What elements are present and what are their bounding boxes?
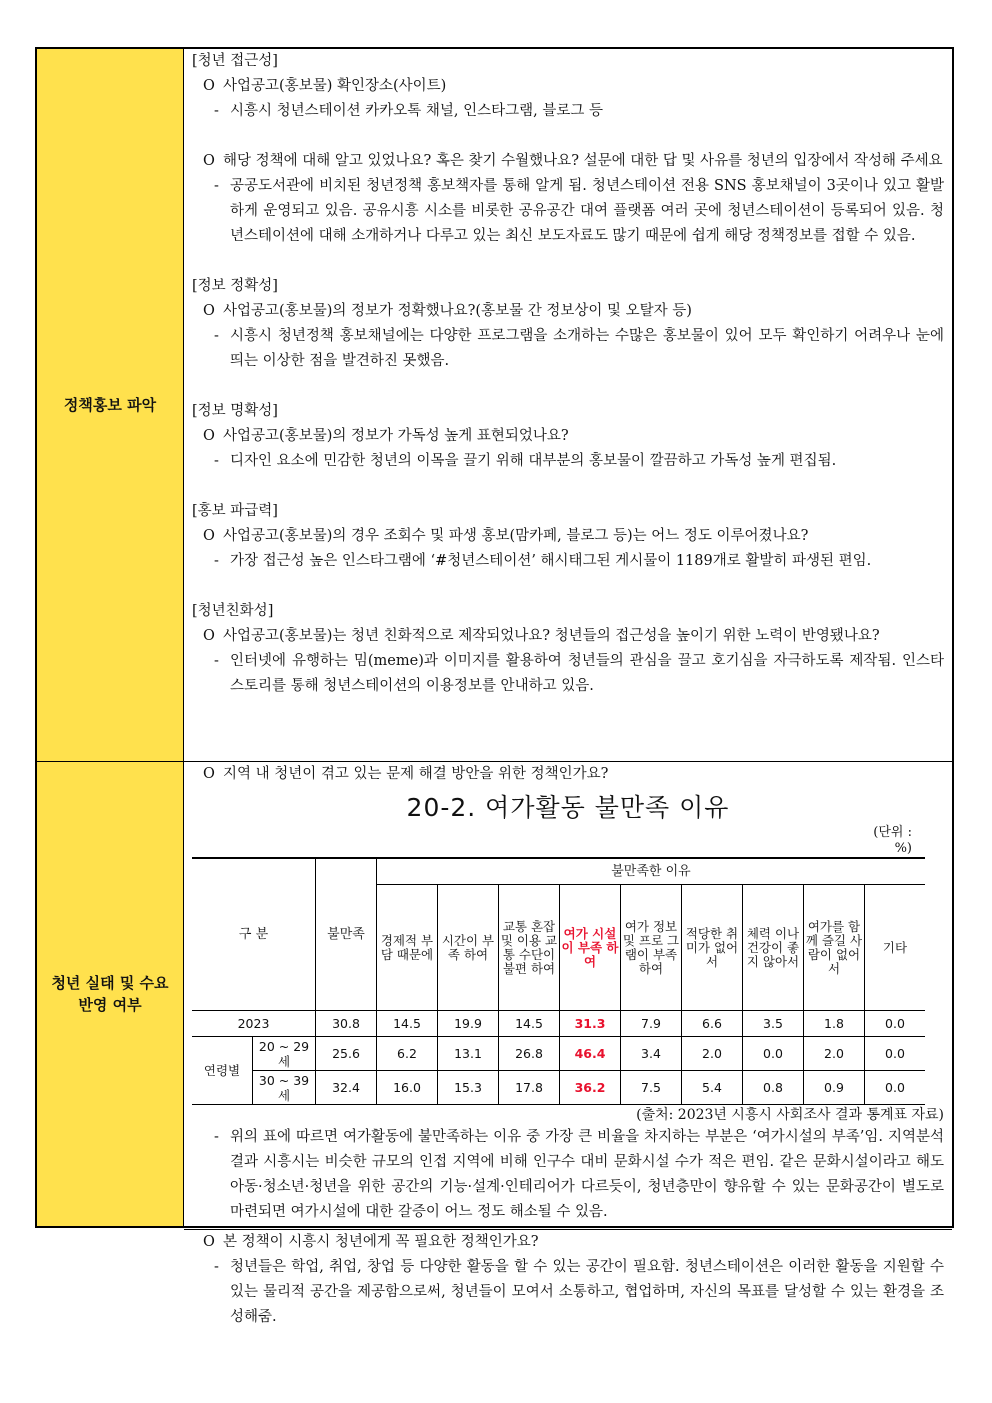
question: O 사업공고(홍보물)의 정보가 정확했나요?(홍보물 간 정보상이 및 오탈자 등) [192, 299, 944, 324]
dash-bullet-icon: - [214, 453, 219, 469]
dash-bullet-icon: - [214, 653, 219, 669]
necessity-block [184, 1230, 952, 1334]
section-info-clarity [192, 399, 944, 474]
section-heading: [청년친화성] [192, 603, 274, 619]
leisure-dissatisfaction-table [192, 857, 925, 1105]
dash-bullet-icon: - [214, 103, 219, 119]
question: O 사업공고(홍보물)의 경우 조회수 및 파생 홍보(맘카페, 블로그 등)는 어느 정도 이루어졌나요? [192, 524, 944, 549]
col-header: 여가 정보 및 프로 그램이 부족 하여 [621, 885, 682, 1011]
section-heading: [정보 명확성] [192, 403, 278, 419]
question: O 사업공고(홍보물)는 청년 친화적으로 제작되었나요? 청년들의 접근성을 높이기 위한 노력이 반영됐나요? [192, 624, 944, 649]
table-row-2023: 2023 30.8 14.5 19.9 14.5 31.3 7.9 6.6 3.5 1.8 0.0 [192, 1011, 925, 1037]
circle-bullet-icon: O [203, 766, 215, 782]
policy-promotion-content [184, 49, 952, 761]
dash-bullet-icon: - [214, 1259, 219, 1275]
col-header: 경제적 부담 때문에 [377, 885, 438, 1011]
question: O 사업공고(홍보물)의 정보가 가독성 높게 표현되었나요? [192, 424, 944, 449]
col-header: 적당한 취미가 없어서 [682, 885, 743, 1011]
section-promotion-reach [192, 499, 944, 574]
circle-bullet-icon: O [203, 153, 215, 169]
circle-bullet-icon: O [203, 628, 215, 644]
circle-bullet-icon: O [203, 428, 215, 444]
youth-status-content [184, 762, 952, 1325]
question: O 본 정책이 시흥시 청년에게 꼭 필요한 정책인가요? [192, 1230, 944, 1255]
col-header: 여가를 함께 즐길 사람이 없어서 [804, 885, 865, 1011]
unit-label: (단위 : %) [873, 825, 912, 856]
table-row-20s: 연령별 20 ~ 29세 25.6 6.2 13.1 26.8 46.4 3.4 2.0 0.0 2.0 0.0 [192, 1037, 925, 1071]
problem-solving-block [184, 762, 952, 1230]
answer: - 가장 접근성 높은 인스타그램에 ‘#청년스테이션’ 해시태그된 게시물이 1189개로 활발히 파생된 편임. [192, 549, 944, 574]
dash-bullet-icon: - [214, 178, 219, 194]
stat-table-title: 20-2. 여가활동 불만족 이유 [406, 793, 730, 822]
row-label-policy-promotion: 정책홍보 파악 [37, 49, 184, 761]
col-header: 기타 [865, 885, 926, 1011]
col-header: 교통 혼잡 및 이용 교통 수단이 불편 하여 [499, 885, 560, 1011]
row-label-youth-status: 청년 실태 및 수요 반영 여부 [37, 762, 184, 1226]
question: O 지역 내 청년이 겪고 있는 문제 해결 방안을 위한 정책인가요? [192, 762, 944, 787]
dash-bullet-icon: - [214, 553, 219, 569]
youth-status-row [37, 762, 952, 1325]
answer: - 시흥시 청년스테이션 카카오톡 채널, 인스타그램, 블로그 등 [192, 99, 944, 124]
dash-bullet-icon: - [214, 1129, 219, 1145]
answer: - 인터넷에 유행하는 밈(meme)과 이미지를 활용하여 청년들의 관심을 끌고 호기심을 자극하도록 제작됨. 인스타 스토리를 통해 청년스테이션의 이용정보를 안내하고 있음. [192, 649, 944, 699]
question: O 해당 정책에 대해 알고 있었나요? 혹은 찾기 수월했나요? 설문에 대한 답 및 사유를 청년의 입장에서 작성해 주세요 [192, 149, 944, 174]
section-heading: [홍보 파급력] [192, 503, 278, 519]
col-header: 시간이 부족 하여 [438, 885, 499, 1011]
dash-bullet-icon: - [214, 328, 219, 344]
circle-bullet-icon: O [203, 528, 215, 544]
answer: - 위의 표에 따르면 여가활동에 불만족하는 이유 중 가장 큰 비율을 차지하는 부분은 ‘여가시설의 부족’임. 지역분석 결과 시흥시는 비슷한 규모의 인접 지역에 비해 인구수 대비 문화시설 수가 적은 편임. 같은 문화시설이라고 해도 아동·청소년·청년을 위한 공간의 기능·설계·인테리어가 다르듯이, 청년층만이 향유할 수 있는 문화공간이 별도로 마련되면 여가시설에 대한 갈증이 어느 정도 해소될 수 있음. [192, 1125, 944, 1225]
col-header-highlight: 여가 시설이 부족 하여 [560, 885, 621, 1011]
circle-bullet-icon: O [203, 1234, 215, 1250]
answer: - 공공도서관에 비치된 청년정책 홍보책자를 통해 알게 됨. 청년스테이션 전용 SNS 홍보채널이 3곳이나 있고 활발하게 운영되고 있음. 공유시흥 시소를 비롯한 공유공간 대여 플랫폼 여러 곳에 청년스테이션이 등록되어 있음. 청년스테이션에 대해 소개하거나 다루고 있는 최신 보도자료도 많기 때문에 쉽게 해당 정책정보를 접할 수 있음. [192, 174, 944, 249]
circle-bullet-icon: O [203, 303, 215, 319]
source-note: (출처: 2023년 시흥시 사회조사 결과 통계표 자료) [636, 1107, 944, 1123]
answer: - 디자인 요소에 민감한 청년의 이목을 끌기 위해 대부분의 홍보물이 깔끔하고 가독성 높게 편집됨. [192, 449, 944, 474]
header-reasons: 불만족한 이유 [377, 858, 926, 885]
policy-promotion-row [37, 49, 952, 762]
answer: - 청년들은 학업, 취업, 창업 등 다양한 활동을 할 수 있는 공간이 필요함. 청년스테이션은 이러한 활동을 지원할 수 있는 물리적 공간을 제공함으로써, 청년들이 모여서 소통하고, 협업하며, 자신의 목표를 달성할 수 있는 환경을 조성해줌. [192, 1255, 944, 1330]
col-header: 체력 이나 건강이 좋지 않아서 [743, 885, 804, 1011]
table-row-30s: 30 ~ 39세 32.4 16.0 15.3 17.8 36.2 7.5 5.4 0.8 0.9 0.0 [192, 1071, 925, 1105]
section-youth-accessibility [192, 49, 944, 249]
section-heading: [정보 정확성] [192, 278, 278, 294]
circle-bullet-icon: O [203, 78, 215, 94]
section-info-accuracy [192, 274, 944, 374]
header-gubun: 구 분 [192, 858, 316, 1011]
header-dissatisfied: 불만족 [316, 858, 377, 1011]
evaluation-table [35, 47, 954, 1325]
section-youth-friendliness [192, 599, 944, 699]
group-label: 연령별 [192, 1037, 253, 1105]
question: O 사업공고(홍보물) 확인장소(사이트) [192, 74, 944, 99]
section-heading: [청년 접근성] [192, 53, 278, 69]
answer: - 시흥시 청년정책 홍보채널에는 다양한 프로그램을 소개하는 수많은 홍보물이 있어 모두 확인하기 어려우나 눈에 띄는 이상한 점을 발견하진 못했음. [192, 324, 944, 374]
